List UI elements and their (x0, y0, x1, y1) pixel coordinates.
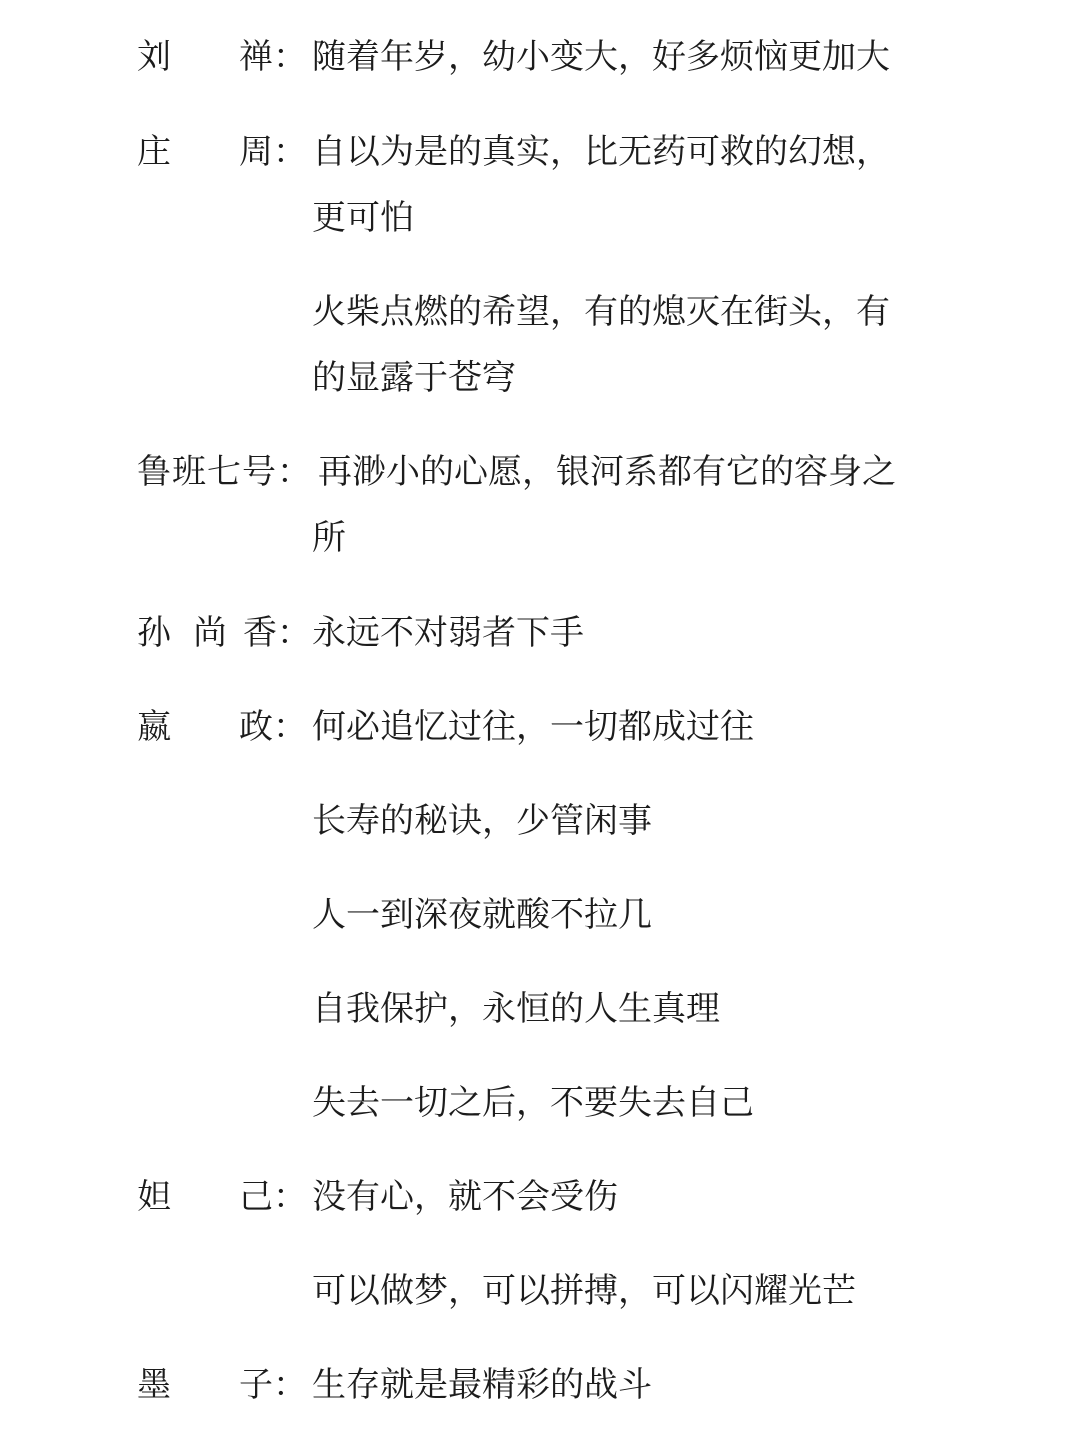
speaker-char: 己 (239, 1177, 273, 1217)
speaker-char: 鲁 (137, 452, 171, 492)
quote-line (0, 358, 1080, 398)
speaker-colon: ： (273, 37, 307, 77)
speaker-char: 政 (239, 707, 273, 747)
quote-text: 永远不对弱者下手 (312, 613, 584, 653)
speaker-char: 号 (242, 452, 276, 492)
quote-line (0, 1271, 1080, 1311)
quote-text: 失去一切之后，不要失去自己 (312, 1083, 754, 1123)
quote-text: 自以为是的真实，比无药可救的幻想， (312, 132, 890, 172)
quote-text: 的显露于苍穹 (312, 358, 516, 398)
speaker-char: 妲 (137, 1177, 171, 1217)
quote-text: 随着年岁，幼小变大，好多烦恼更加大 (312, 37, 890, 77)
quote-line (0, 1365, 1080, 1405)
quote-text: 人一到深夜就酸不拉几 (312, 895, 652, 935)
quote-line (0, 989, 1080, 1029)
speaker-colon: ： (273, 1177, 307, 1217)
speaker-char: 周 (239, 132, 273, 172)
quote-line (0, 132, 1080, 172)
quote-line (0, 613, 1080, 653)
quote-text: 长寿的秘诀，少管闲事 (312, 801, 652, 841)
speaker-char: 班 (172, 452, 206, 492)
speaker-char: 墨 (137, 1365, 171, 1405)
quote-line (0, 37, 1080, 77)
speaker-char: 禅 (239, 37, 273, 77)
quote-line (0, 198, 1080, 238)
speaker-colon: ： (277, 452, 311, 492)
quote-line (0, 801, 1080, 841)
quote-text: 火柴点燃的希望，有的熄灭在街头，有 (312, 292, 890, 332)
speaker-char: 香 (243, 613, 277, 653)
speaker-char: 子 (239, 1365, 273, 1405)
quote-text: 再渺小的心愿，银河系都有它的容身之 (318, 452, 896, 492)
speaker-colon: ： (273, 132, 307, 172)
speaker-char: 嬴 (137, 707, 171, 747)
speaker-colon: ： (277, 613, 311, 653)
speaker-name (137, 1177, 312, 1217)
quote-text: 没有心，就不会受伤 (312, 1177, 618, 1217)
quote-line (0, 452, 1080, 492)
quote-text: 何必追忆过往，一切都成过往 (312, 707, 754, 747)
speaker-char: 孙 (137, 613, 171, 653)
speaker-name (137, 613, 312, 653)
speaker-char: 尚 (193, 613, 227, 653)
speaker-name (137, 1365, 312, 1405)
quote-line (0, 707, 1080, 747)
quote-text: 所 (312, 518, 346, 558)
quote-text: 可以做梦，可以拼搏，可以闪耀光芒 (312, 1271, 856, 1311)
quote-line (0, 1083, 1080, 1123)
speaker-char: 庄 (137, 132, 171, 172)
quote-text: 自我保护，永恒的人生真理 (312, 989, 720, 1029)
speaker-char: 七 (207, 452, 241, 492)
speaker-name (137, 707, 312, 747)
speaker-colon: ： (273, 1365, 307, 1405)
speaker-name (137, 452, 312, 492)
speaker-char: 刘 (137, 37, 171, 77)
quote-line (0, 518, 1080, 558)
quote-text: 生存就是最精彩的战斗 (312, 1365, 652, 1405)
quote-line (0, 1177, 1080, 1217)
speaker-name (137, 132, 312, 172)
quote-line (0, 292, 1080, 332)
quote-line (0, 895, 1080, 935)
speaker-colon: ： (273, 707, 307, 747)
speaker-name (137, 37, 312, 77)
quote-text: 更可怕 (312, 198, 414, 238)
